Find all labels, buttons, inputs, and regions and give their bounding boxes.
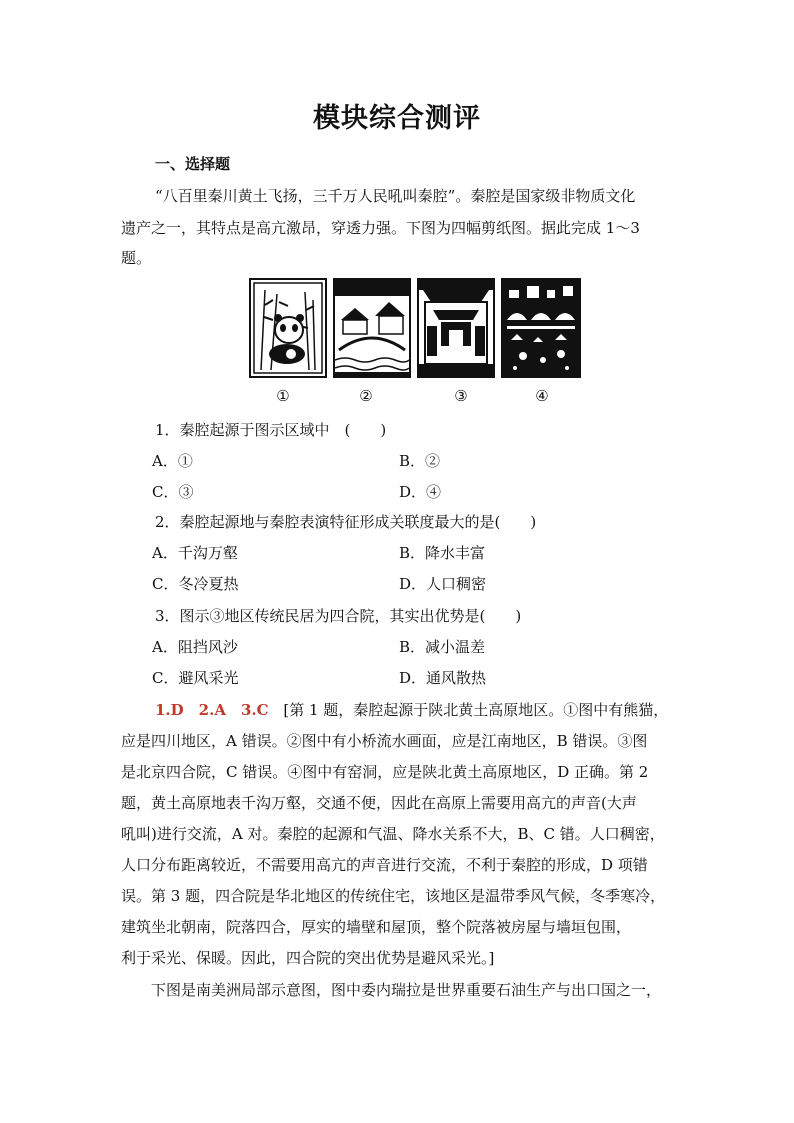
question-1-option-d: D．④ [399, 483, 442, 501]
answer-key: 1.D 2.A 3.C [155, 701, 269, 719]
explanation-line-3: 是北京四合院，C 错误。④图中有窑洞，应是陕北黄土高原地区，D 正确。第 2 [121, 763, 649, 781]
question-3-stem: 3．图示③地区传统民居为四合院，其实出优势是( ) [155, 607, 522, 625]
explanation-line-1: [第 1 题，秦腔起源于陕北黄土高原地区。①图中有熊猫， [283, 701, 669, 719]
question-2-option-d: D．人口稠密 [399, 575, 487, 593]
explanation-line-6: 人口分布距离较近，不需要用高亢的声音进行交流，不利于秦腔的形成，D 项错 [121, 856, 648, 874]
explanation-line-2: 应是四川地区，A 错误。②图中有小桥流水画面，应是江南地区，B 错误。③图 [121, 732, 648, 750]
question-2-option-c: C．冬冷夏热 [152, 575, 239, 593]
figure-label-1: ① [276, 387, 290, 405]
question-2-option-b: B．降水丰富 [399, 544, 486, 562]
explanation-line-4: 题，黄土高原地表千沟万壑，交通不便，因此在高原上需要用高亢的声音(大声 [121, 794, 637, 812]
question-3-option-a: A．阻挡风沙 [152, 638, 238, 656]
question-3-option-c: C．避风采光 [152, 669, 239, 687]
cave-dwelling-papercut-icon [501, 278, 581, 378]
question-3-option-d: D．通风散热 [399, 669, 487, 687]
question-1-option-c: C．③ [152, 483, 194, 501]
figure-label-2: ② [359, 387, 373, 405]
question-2-stem: 2．秦腔起源地与秦腔表演特征形成关联度最大的是( ) [155, 513, 537, 531]
next-paragraph: 下图是南美洲局部示意图，图中委内瑞拉是世界重要石油生产与出口国之一， [151, 981, 662, 999]
intro-line-1: “八百里秦川黄土飞扬，三千万人民吼叫秦腔”。秦腔是国家级非物质文化 [155, 187, 636, 205]
explanation-line-9: 利于采光、保暖。因此，四合院的突出优势是避风采光。] [121, 949, 495, 967]
question-1-option-b: B．② [399, 452, 441, 470]
explanation-line-8: 建筑坐北朝南，院落四合，厚实的墙壁和屋顶，整个院落被房屋与墙垣包围， [121, 918, 632, 936]
panda-papercut-icon [249, 278, 327, 378]
question-1-stem: 1．秦腔起源于图示区域中 ( ) [155, 421, 387, 439]
courtyard-papercut-icon [417, 278, 495, 378]
intro-line-3: 题。 [121, 249, 152, 267]
figure-label-4: ④ [535, 387, 549, 405]
answer-line [155, 700, 668, 720]
question-1-option-a: A．① [152, 452, 193, 470]
question-2-option-a: A．千沟万壑 [152, 544, 238, 562]
explanation-line-5: 吼叫)进行交流，A 对。秦腔的起源和气温、降水关系不大，B、C 错。人口稠密， [121, 825, 665, 843]
page-title: 模块综合测评 [313, 103, 481, 134]
figure-label-3: ③ [454, 387, 468, 405]
explanation-line-7: 误。第 3 题，四合院是华北地区的传统住宅，该地区是温带季风气候，冬季寒冷， [121, 887, 666, 905]
question-3-option-b: B．减小温差 [399, 638, 486, 656]
bridge-papercut-icon [333, 278, 411, 378]
papercut-figures [249, 278, 581, 378]
section-heading: 一、选择题 [155, 155, 231, 173]
intro-line-2: 遗产之一，其特点是高亢激昂，穿透力强。下图为四幅剪纸图。据此完成 1～3 [121, 219, 640, 237]
